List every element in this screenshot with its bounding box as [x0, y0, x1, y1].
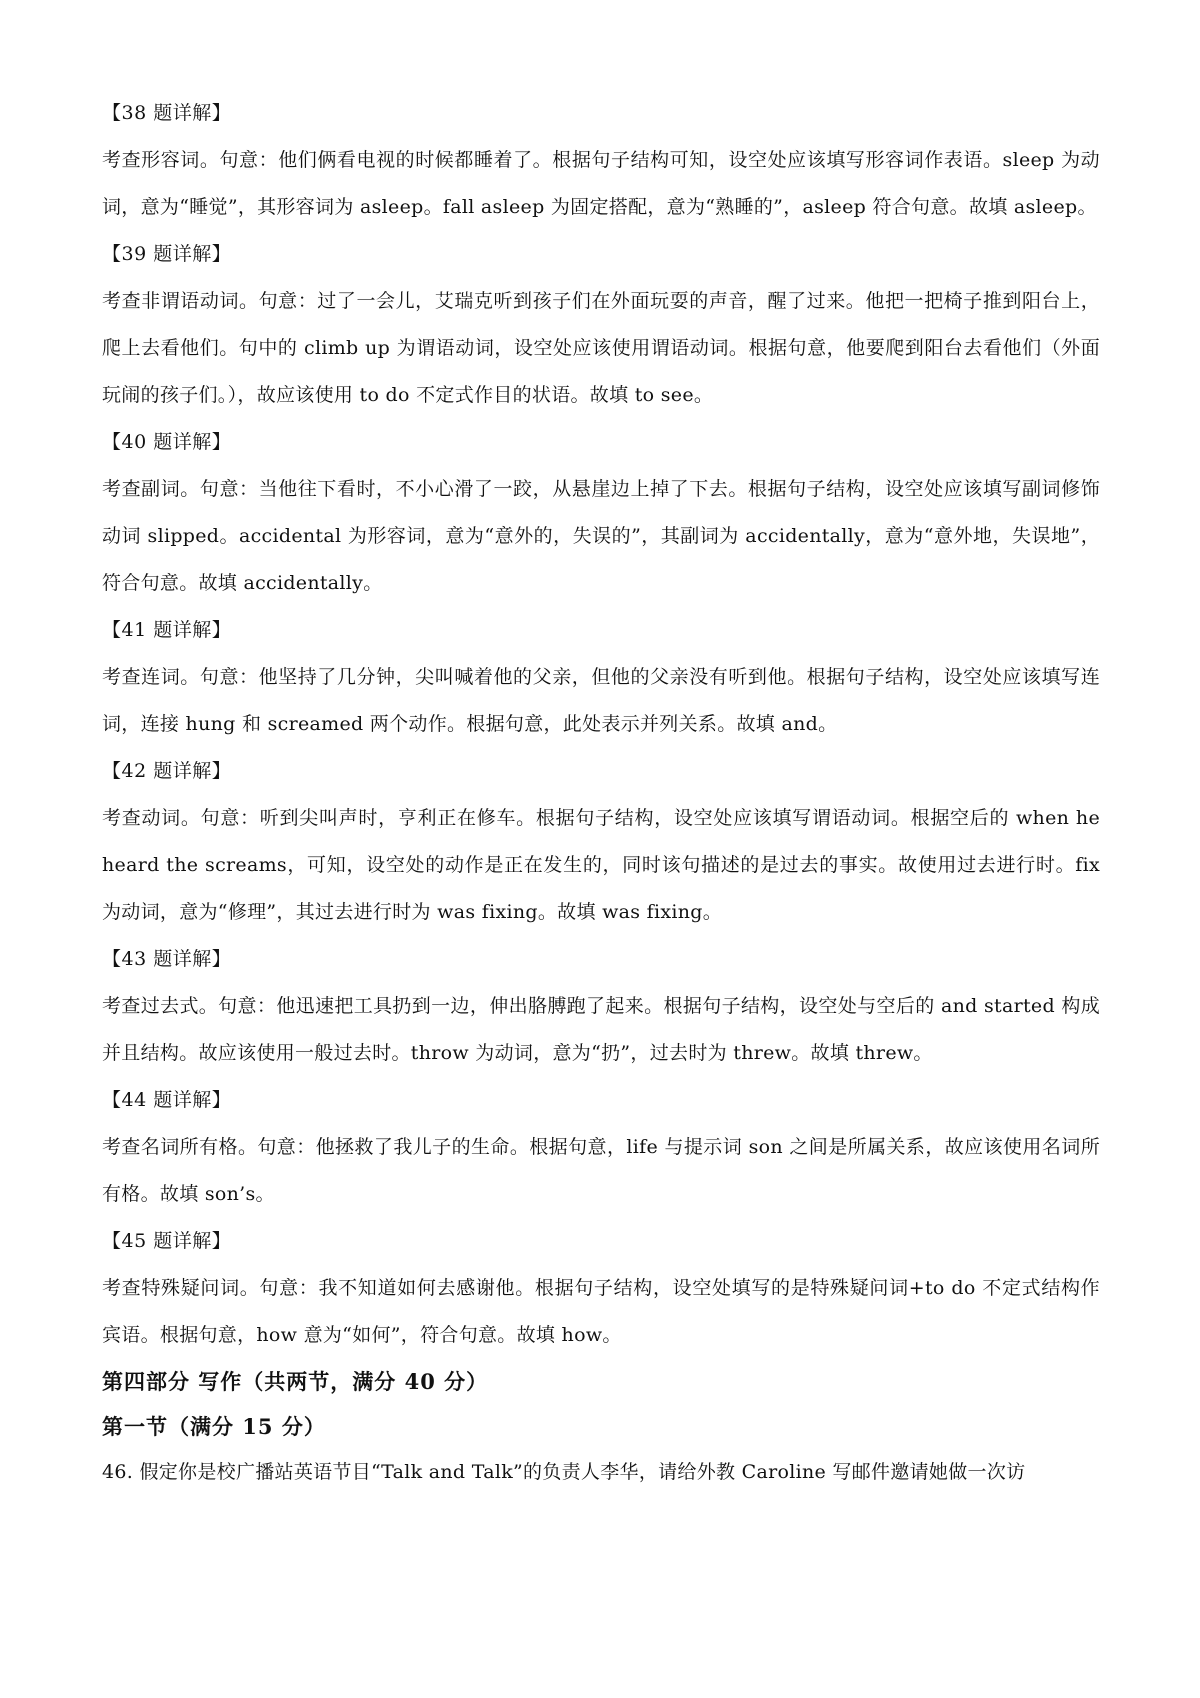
q39-heading: 【39 题详解】: [102, 243, 232, 265]
q45-heading: 【45 题详解】: [102, 1230, 232, 1252]
question-46-prompt: 46. 假定你是校广播站英语节目“Talk and Talk”的负责人李华，请给外教 Caroline 写邮件邀请她做一次访: [102, 1461, 1026, 1483]
q45-explanation: 考查特殊疑问词。句意：我不知道如何去感谢他。根据句子结构，设空处填写的是特殊疑问词+to do 不定式结构作宾语。根据句意，how 意为“如何”，符合句意。故填 how。: [102, 1277, 1100, 1346]
q41-explanation: 考查连词。句意：他坚持了几分钟，尖叫喊着他的父亲，但他的父亲没有听到他。根据句子结构，设空处应该填写连词，连接 hung 和 screamed 两个动作。根据句意，此处表示并列关系。故填 and。: [102, 666, 1100, 735]
q40-heading: 【40 题详解】: [102, 431, 232, 453]
q38-explanation: 考查形容词。句意：他们俩看电视的时候都睡着了。根据句子结构可知，设空处应该填写形容词作表语。sleep 为动词，意为“睡觉”，其形容词为 asleep。fall asleep 为固定搭配，意为“熟睡的”，asleep 符合句意。故填 asleep。: [102, 149, 1100, 218]
q42-heading: 【42 题详解】: [102, 760, 232, 782]
q41-heading: 【41 题详解】: [102, 619, 232, 641]
part4-title: 第四部分 写作（共两节，满分 40 分）: [102, 1369, 489, 1394]
q38-heading: 【38 题详解】: [102, 102, 232, 124]
q40-explanation: 考查副词。句意：当他往下看时，不小心滑了一跤，从悬崖边上掉了下去。根据句子结构，设空处应该填写副词修饰动词 slipped。accidental 为形容词，意为“意外的，失误的”，其副词为 accidentally，意为“意外地，失误地”，符合句意。故填 accidentally。: [102, 478, 1100, 594]
q44-explanation: 考查名词所有格。句意：他拯救了我儿子的生命。根据句意，life 与提示词 son 之间是所属关系，故应该使用名词所有格。故填 son’s。: [102, 1136, 1100, 1205]
q44-heading: 【44 题详解】: [102, 1089, 232, 1111]
q42-explanation: 考查动词。句意：听到尖叫声时，亨利正在修车。根据句子结构，设空处应该填写谓语动词。根据空后的 when he heard the screams，可知，设空处的动作是正在发生的，同时该句描述的是过去的事实。故使用过去进行时。fix 为动词，意为“修理”，其过去进行时为 was fixing。故填 was fixing。: [102, 807, 1100, 923]
q39-explanation: 考查非谓语动词。句意：过了一会儿，艾瑞克听到孩子们在外面玩耍的声音，醒了过来。他把一把椅子推到阳台上，爬上去看他们。句中的 climb up 为谓语动词，设空处应该使用谓语动词。根据句意，他要爬到阳台去看他们（外面玩闹的孩子们。），故应该使用 to do 不定式作目的状语。故填 to see。: [102, 290, 1100, 406]
section1-title: 第一节（满分 15 分）: [102, 1414, 326, 1439]
q43-explanation: 考查过去式。句意：他迅速把工具扔到一边，伸出胳膊跑了起来。根据句子结构，设空处与空后的 and started 构成并且结构。故应该使用一般过去时。throw 为动词，意为“扔”，过去时为 threw。故填 threw。: [102, 995, 1100, 1064]
q43-heading: 【43 题详解】: [102, 948, 232, 970]
